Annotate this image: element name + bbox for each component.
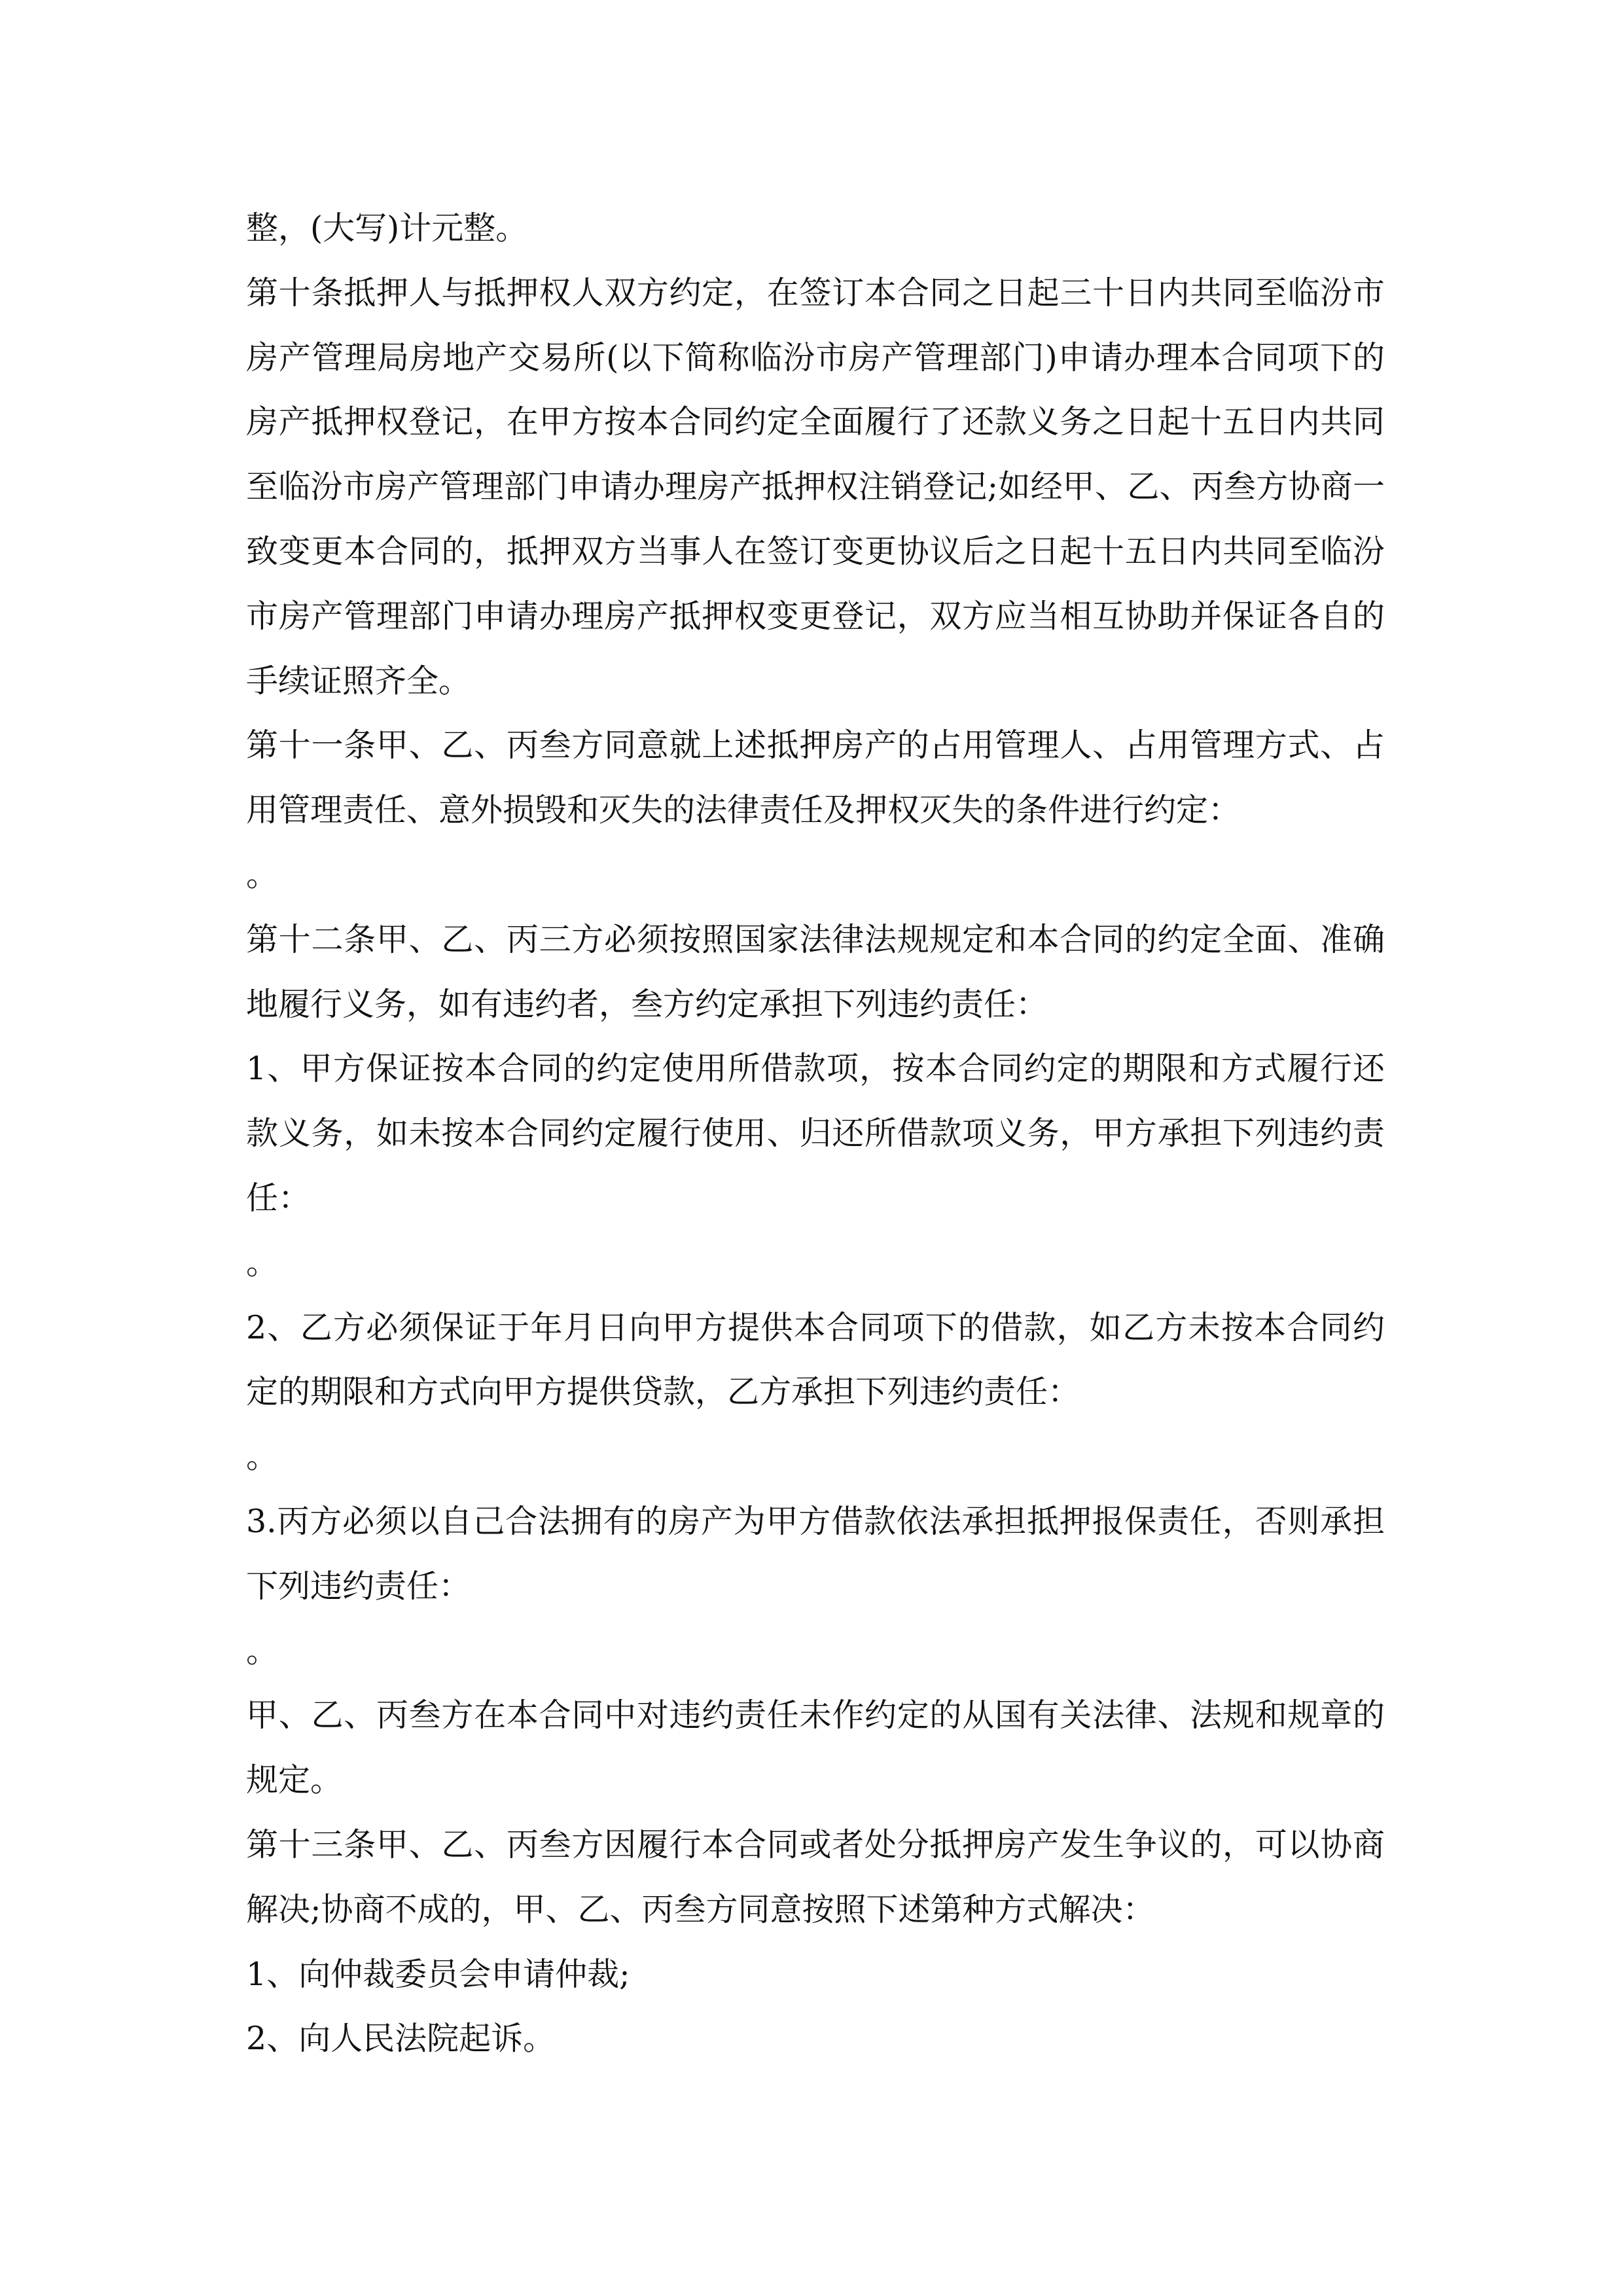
paragraph-article-12-item-3-blank: 。 <box>246 1632 279 1670</box>
paragraph-article-10: 第十条抵押人与抵押权人双方约定，在签订本合同之日起三十日内共同至临汾市房产管理局房地产交易所(以下简称临汾市房产管理部门)申请办理本合同项下的房产抵押权登记，在甲方按本合同约定全面履行了还款义务之日起十五日内共同至临汾市房产管理部门申请办理房产抵押权注销登记;如经甲、乙、丙叁方协商一致变更本合同的，抵押双方当事人在签订变更协议后之日起十五日内共同至临汾市房产管理部门申请办理房产抵押权变更登记，双方应当相互协助并保证各自的手续证照齐全。 <box>246 274 1385 700</box>
paragraph-article-13: 第十三条甲、乙、丙叁方因履行本合同或者处分抵押房产发生争议的，可以协商解决;协商不成的，甲、乙、丙叁方同意按照下述第种方式解决： <box>246 1825 1385 1928</box>
paragraph-article-12-item-3: 3.丙方必须以自己合法拥有的房产为甲方借款依法承担抵押报保责任，否则承担下列违约责任： <box>246 1502 1385 1605</box>
paragraph-article-11-blank: 。 <box>246 855 279 893</box>
document-body <box>246 196 1385 2072</box>
paragraph-article-12-item-1: 1、甲方保证按本合同的约定使用所借款项，按本合同约定的期限和方式履行还款义务，如未按本合同约定履行使用、归还所借款项义务，甲方承担下列违约责任： <box>246 1050 1385 1217</box>
paragraph-article-12-item-2: 2、乙方必须保证于年月日向甲方提供本合同项下的借款，如乙方未按本合同约定的期限和方式向甲方提供贷款，乙方承担下列违约责任： <box>246 1308 1385 1411</box>
paragraph-amount-clause-end: 整，(大写)计元整。 <box>246 209 528 247</box>
paragraph-article-12-item-1-blank: 。 <box>246 1244 279 1282</box>
paragraph-article-13-option-2: 2、向人民法院起诉。 <box>246 2020 556 2058</box>
paragraph-article-13-option-1: 1、向仲裁委员会申请仲裁; <box>246 1955 630 1993</box>
paragraph-article-11: 第十一条甲、乙、丙叁方同意就上述抵押房产的占用管理人、占用管理方式、占用管理责任、意外损毁和灭失的法律责任及押权灭失的条件进行约定： <box>246 726 1385 829</box>
paragraph-article-12-supplement: 甲、乙、丙叁方在本合同中对违约责任未作约定的从国有关法律、法规和规章的规定。 <box>246 1696 1385 1799</box>
paragraph-article-12-item-2-blank: 。 <box>246 1438 279 1476</box>
paragraph-article-12: 第十二条甲、乙、丙三方必须按照国家法律法规规定和本合同的约定全面、准确地履行义务，如有违约者，叁方约定承担下列违约责任： <box>246 920 1385 1023</box>
